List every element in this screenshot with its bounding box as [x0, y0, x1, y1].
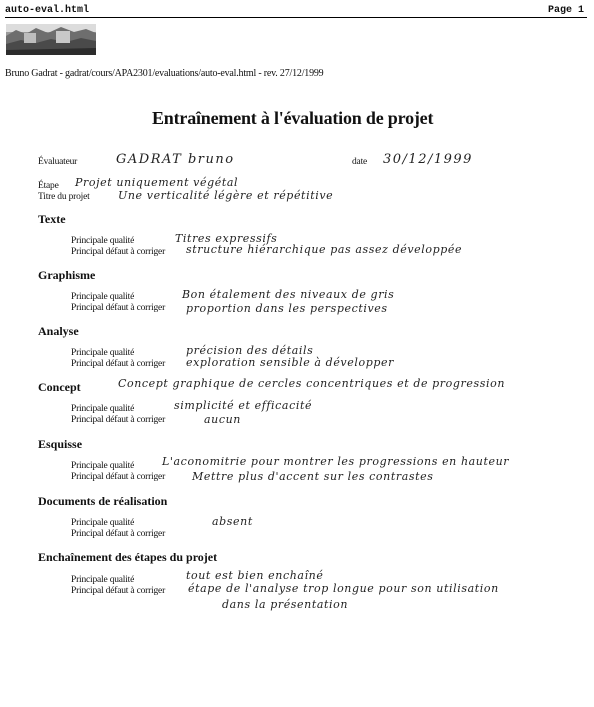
texte-defect-value: structure hiérarchique pas assez développée [186, 243, 463, 256]
section-graphisme-heading: Graphisme [38, 268, 96, 282]
documents-quality-value: absent [212, 515, 253, 528]
project-title-value: Une verticalité légère et répétitive [118, 189, 334, 202]
texte-quality-label: Principale qualité [71, 236, 135, 246]
analyse-quality-value: précision des détails [186, 344, 314, 357]
page-title: Entraînement à l'évaluation de projet [152, 108, 434, 128]
evaluator-label: Évaluateur [38, 157, 78, 167]
site-photo [6, 24, 96, 55]
documents-defect-label: Principal défaut à corriger [71, 529, 166, 539]
section-documents-heading: Documents de réalisation [38, 494, 168, 508]
concept-quality-value: simplicité et efficacité [174, 399, 313, 412]
graphisme-defect-label: Principal défaut à corriger [71, 303, 166, 313]
section-analyse-heading: Analyse [38, 324, 79, 338]
enchainement-defect-value-line2: dans la présentation [222, 598, 349, 611]
filename-header: auto-eval.html [5, 5, 90, 16]
texte-quality-value: Titres expressifs [175, 232, 278, 245]
concept-defect-value: aucun [204, 413, 241, 426]
enchainement-quality-label: Principale qualité [71, 575, 135, 585]
page-number: Page 1 [548, 5, 585, 16]
esquisse-defect-value: Mettre plus d'accent sur les contrastes [192, 470, 434, 483]
enchainement-defect-value-line1: étape de l'analyse trop longue pour son utilisation [188, 582, 499, 595]
header-rule [5, 17, 587, 18]
esquisse-defect-label: Principal défaut à corriger [71, 472, 166, 482]
texte-defect-label: Principal défaut à corriger [71, 247, 166, 257]
esquisse-quality-value: L'aconomitrie pour montrer les progressions en hauteur [162, 455, 510, 468]
evaluator-value: GADRAT bruno [116, 152, 235, 167]
concept-quality-label: Principale qualité [71, 404, 135, 414]
graphisme-defect-value: proportion dans les perspectives [186, 302, 388, 315]
analyse-defect-value: exploration sensible à développer [186, 356, 394, 369]
document-path: Bruno Gadrat - gadrat/cours/APA2301/evaluations/auto-eval.html - rev. 27/12/1999 [5, 68, 324, 79]
section-texte-heading: Texte [38, 212, 66, 226]
documents-quality-label: Principale qualité [71, 518, 135, 528]
enchainement-quality-value: tout est bien enchaîné [186, 569, 324, 582]
step-value: Projet uniquement végétal [75, 176, 239, 189]
date-label: date [352, 157, 368, 167]
enchainement-defect-label: Principal défaut à corriger [71, 586, 166, 596]
concept-note: Concept graphique de cercles concentriques et de progression [118, 377, 506, 390]
esquisse-quality-label: Principale qualité [71, 461, 135, 471]
analyse-defect-label: Principal défaut à corriger [71, 359, 166, 369]
graphisme-quality-label: Principale qualité [71, 292, 135, 302]
step-label: Étape [38, 181, 59, 191]
date-value: 30/12/1999 [383, 152, 473, 167]
graphisme-quality-value: Bon étalement des niveaux de gris [182, 288, 395, 301]
concept-defect-label: Principal défaut à corriger [71, 415, 166, 425]
section-enchainement-heading: Enchaînement des étapes du projet [38, 550, 218, 564]
section-concept-heading: Concept [38, 380, 81, 394]
section-esquisse-heading: Esquisse [38, 437, 83, 451]
project-title-label: Titre du projet [38, 192, 90, 202]
analyse-quality-label: Principale qualité [71, 348, 135, 358]
